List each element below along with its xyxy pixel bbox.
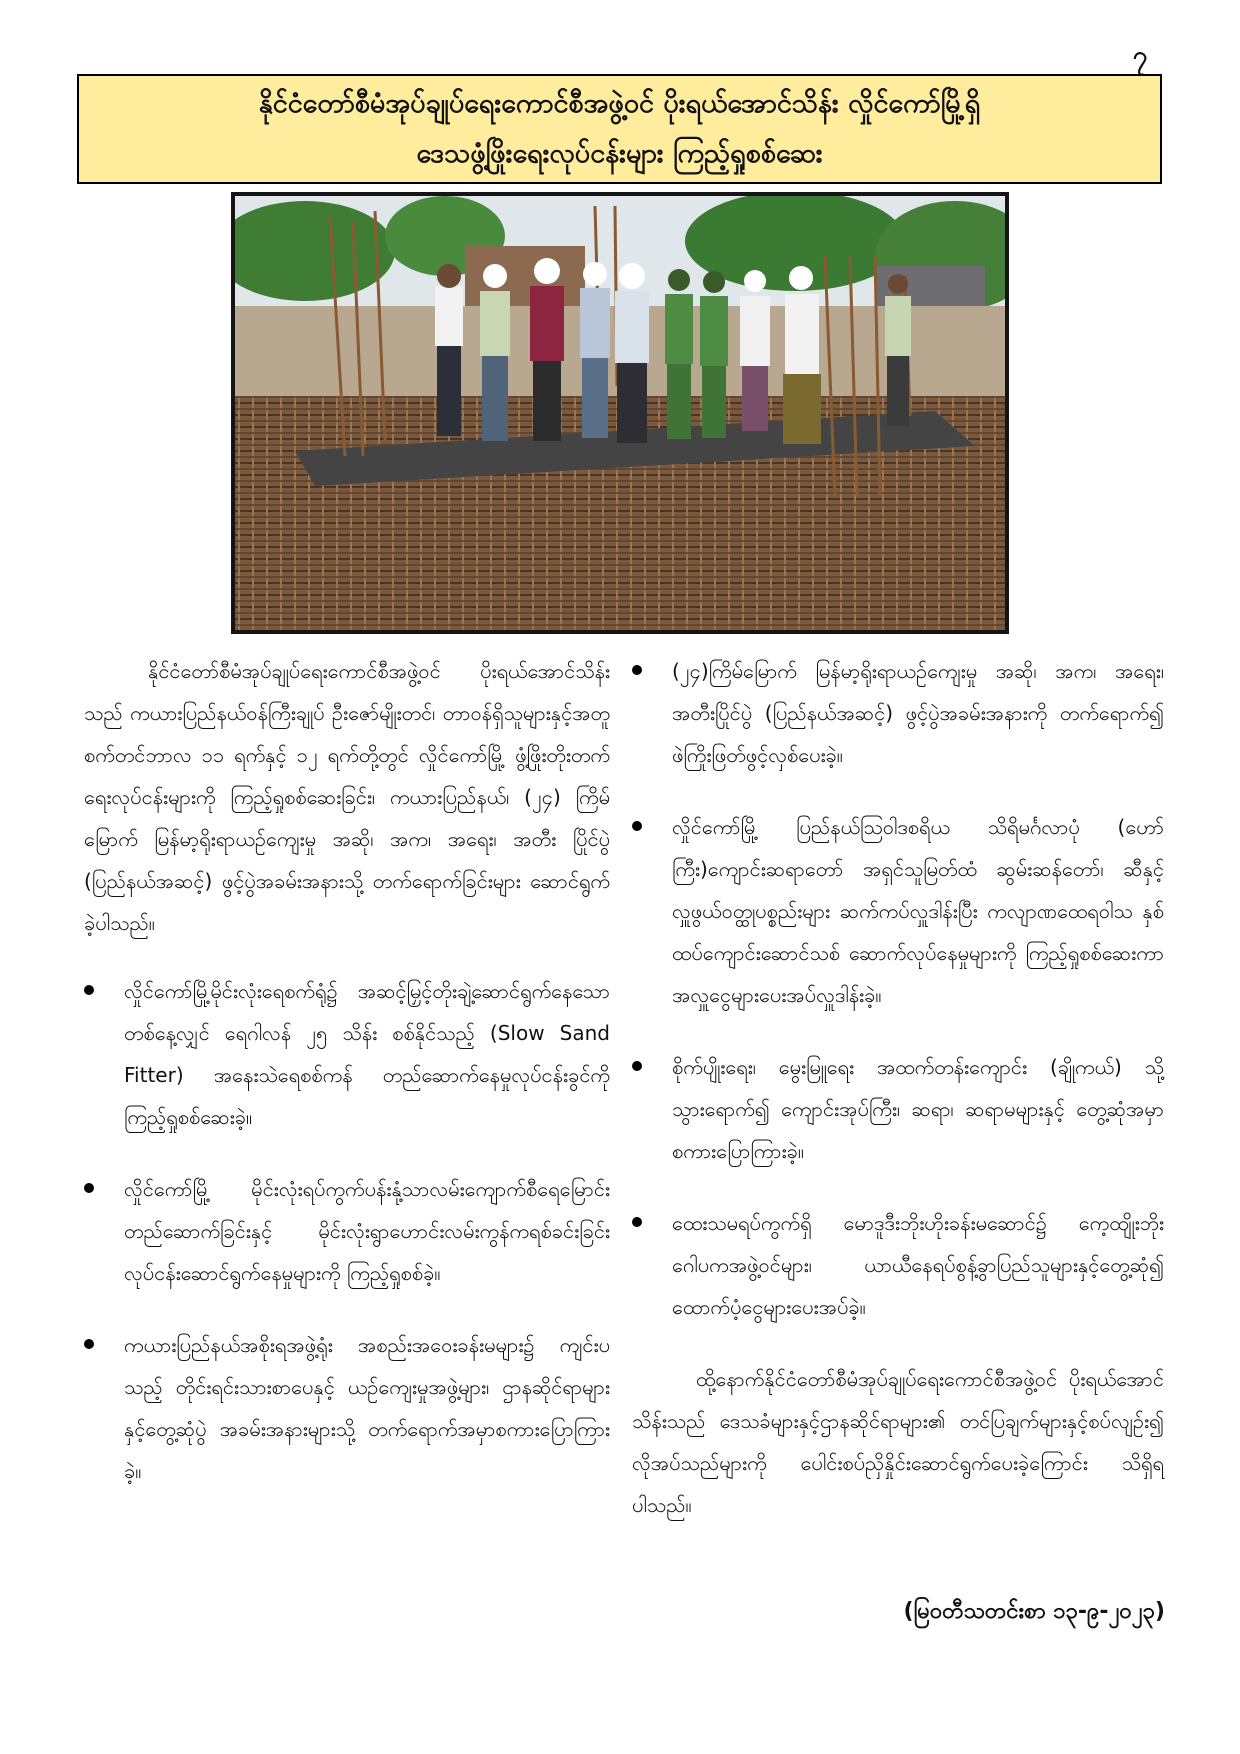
right-bullet-item [632,1046,1164,1172]
article-title-line-1: နိုင်ငံတော်စီမံအုပ်ချုပ်ရေးကောင်စီအဖွဲ့ဝင် ပိုးရယ်အောင်သိန်း လှိုင်ကော်မြို့ရှိ [258,88,981,119]
right-bullet-item [632,806,1164,1016]
bullet-dot-icon [632,821,642,831]
site-inspection-photo [231,192,1009,634]
right-bullet-item [632,1202,1164,1328]
closing-paragraph: ထို့နောက်နိုင်ငံတော်စီမံအုပ်ချုပ်ရေးကောင်စီအဖွဲ့ဝင် ပိုးရယ်အောင်သိန်းသည် ဒေသခံများနှင့်ဌာနဆိုင်ရာများ၏ တင်ပြချက်များနှင့်စပ်လျဉ်း၍ လိုအပ်သည်များကို ပေါင်းစပ်ညှိနှိုင်းဆောင်ရွက်ပေးခဲ့ကြောင်း သိရှိရပါသည်။ [632,1367,1164,1517]
bullet-dot-icon [84,1339,94,1349]
right-bullet-item [632,650,1164,776]
source-citation: (မြဝတီသတင်းစာ ၁၃-၉-၂၀၂၃) [903,1599,1165,1624]
bullet-dot-icon [84,1183,94,1193]
intro-paragraph: နိုင်ငံတော်စီမံအုပ်ချုပ်ရေးကောင်စီအဖွဲ့ဝင် ပိုးရယ်အောင်သိန်းသည် ကယားပြည်နယ်ဝန်ကြီးချုပ် ဦးဇော်မျိုးတင်၊ တာဝန်ရှိသူများနှင့်အတူ စက်တင်ဘာလ ၁၁ ရက်နှင့် ၁၂ ရက်တို့တွင် လှိုင်ကော်မြို့ ဖွံ့ဖြိုးတိုးတက်ရေးလုပ်ငန်းများကို ကြည့်ရှုစစ်ဆေးခြင်း၊ ကယားပြည်နယ်၊ (၂၄) ကြိမ်မြောက် မြန်မာ့ရိုးရာယဉ်ကျေးမှု အဆို၊ အက၊ အရေး၊ အတီး ပြိုင်ပွဲ (ပြည်နယ်အဆင့်) ဖွင့်ပွဲအခမ်းအနားသို့ တက်ရောက်ခြင်းများ ဆောင်ရွက်ခဲ့ပါသည်။ [84,659,610,935]
bullet-text: ကယားပြည်နယ်အစိုးရအဖွဲ့ရုံး အစည်းအဝေးခန်းမများ၌ ကျင်းပသည့် တိုင်းရင်းသားစာပေနှင့် ယဉ်ကျေးမှုအဖွဲ့များ၊ ဌာနဆိုင်ရာများနှင့်တွေ့ဆုံပွဲ အခမ်းအနားများသို့ တက်ရောက်အမှာစကားပြောကြားခဲ့။ [124,1333,610,1483]
left-bullet-item [84,1324,610,1492]
bullet-text: လှိုင်ကော်မြို့ မိုင်းလုံးရပ်ကွက်ပန်းနုံ့သာလမ်းကျောက်စီရေမြောင်း တည်ဆောက်ခြင်းနှင့် မိုင်းလုံးရွာဟောင်းလမ်းကွန်ကရစ်ခင်းခြင်း လုပ်ငန်းဆောင်ရွက်နေမှုများကို ကြည့်ရှုစစ်ခဲ့။ [124,1177,610,1285]
bullet-dot-icon [84,985,94,995]
bullet-dot-icon [632,665,642,675]
page-number: ၇ [1132,41,1148,71]
bullet-text: လှိုင်ကော်မြို့မိုင်းလုံးရေစက်ရုံ၌ အဆင့်မြှင့်တိုးချဲ့ဆောင်ရွက်နေသော တစ်နေ့လျှင် ရေဂါလန် ၂၅ သိန်း စစ်နိုင်သည့် (Slow Sand Fitter) အနေးသဲရေစစ်ကန် တည်ဆောက်နေမှုလုပ်ငန်းခွင်ကို ကြည့်ရှုစစ်ဆေးခဲ့။ [124,979,610,1129]
article-title-box [77,74,1162,184]
left-bullet-item [84,1168,610,1294]
bullet-text: ထေးသမရပ်ကွက်ရှိ မောဒူဒီးဘိုးဟိုးခန်းမဆောင်၌ ကေ့ထျိုးဘိုး ဂေါပကအဖွဲ့ဝင်များ၊ ယာယီနေရပ်စွန့်ခွာပြည်သူများနှင့်တွေ့ဆုံ၍ ထောက်ပံ့ငွေများပေးအပ်ခဲ့။ [672,1211,1164,1319]
bullet-text: (၂၄)ကြိမ်မြောက် မြန်မာ့ရိုးရာယဉ်ကျေးမှု အဆို၊ အက၊ အရေး၊ အတီးပြိုင်ပွဲ (ပြည်နယ်အဆင့်) ဖွင့်ပွဲအခမ်းအနားကို တက်ရောက်၍ ဖဲကြိုးဖြတ်ဖွင့်လှစ်ပေးခဲ့။ [672,659,1164,767]
right-column [632,650,1164,1552]
bullet-dot-icon [632,1061,642,1071]
bullet-text: လှိုင်ကော်မြို့ ပြည်နယ်ဩဝါဒစရိယ သိရိမင်္ဂလာပုံ (ဟော်ကြီး)ကျောင်းဆရာတော် အရှင်သူမြတ်ထံ ဆွမ်းဆန်တော်၊ ဆီနှင့် လှူဖွယ်ဝတ္ထုပစ္စည်းများ ဆက်ကပ်လှူဒါန်းပြီး ကလျာဏထေရဝါသ နှစ်ထပ်ကျောင်းဆောင်သစ် ဆောက်လုပ်နေမှုများကို ကြည့်ရှုစစ်ဆေးကာ အလှူငွေများပေးအပ်လှူဒါန်းခဲ့။ [672,815,1164,1007]
left-column [84,650,610,1522]
photo-illustration [235,196,1005,630]
bullet-text: စိုက်ပျိုးရေး၊ မွေးမြူရေး အထက်တန်းကျောင်း (ချိုကယ်) သို့သွားရောက်၍ ကျောင်းအုပ်ကြီး၊ ဆရာ၊ ဆရာမများနှင့် တွေ့ဆုံအမှာစကားပြောကြားခဲ့။ [672,1055,1164,1163]
bullet-dot-icon [632,1217,642,1227]
article-title-line-2: ဒေသဖွံ့ဖြိုးရေးလုပ်ငန်းများ ကြည့်ရှုစစ်ဆေး [416,138,823,169]
left-bullet-item [84,970,610,1138]
